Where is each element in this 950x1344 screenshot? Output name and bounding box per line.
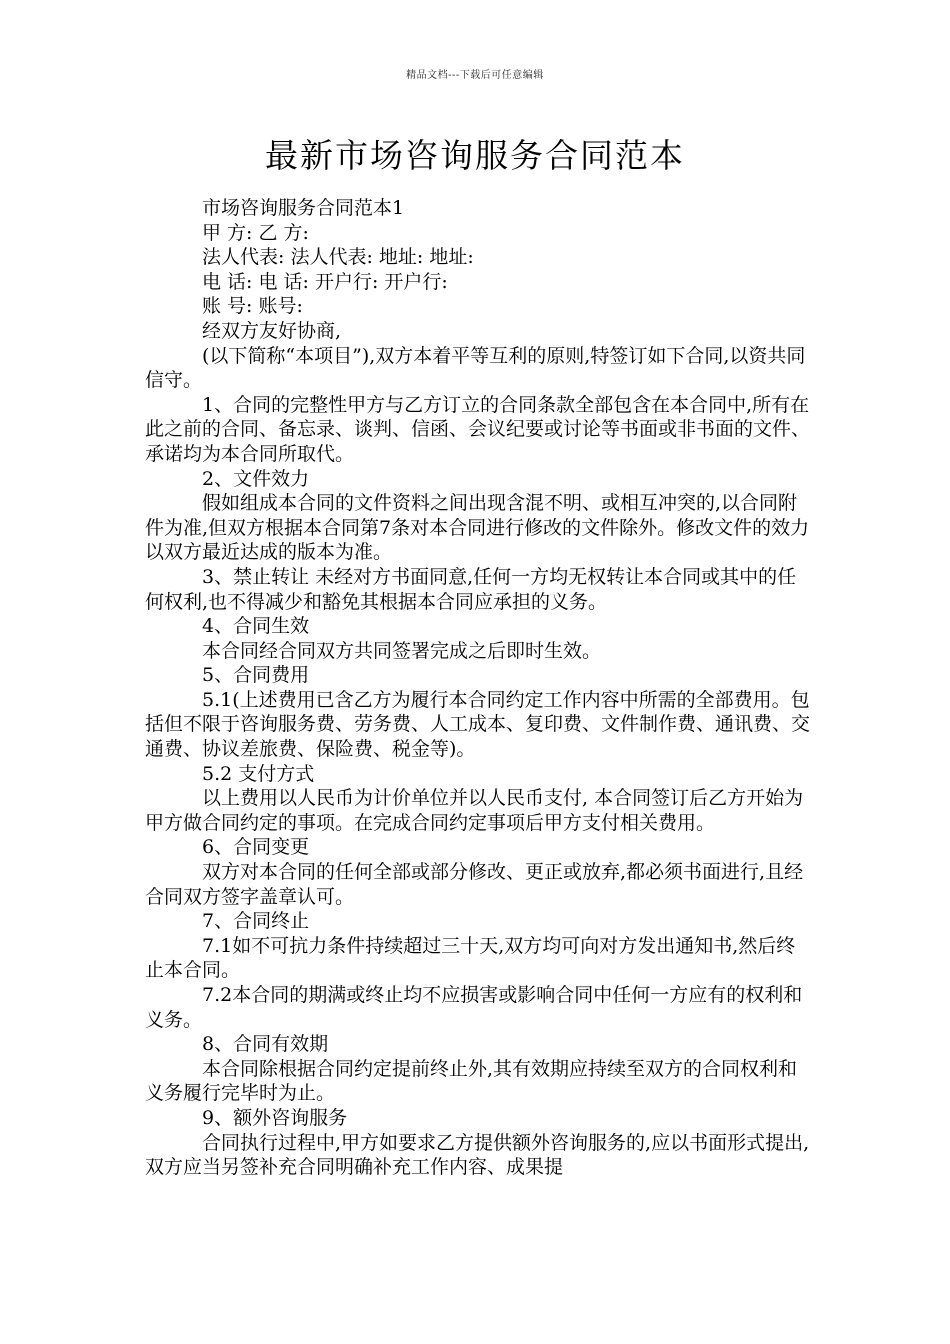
page-header-note: 精品文档---下载后可任意编辑 bbox=[406, 70, 544, 81]
paragraph: 合同执行过程中,甲方如要求乙方提供额外咨询服务的,应以书面形式提出,双方应当另签补充合同明确补充工作内容、成果提 bbox=[145, 1131, 810, 1179]
paragraph: 7.2本合同的期满或终止均不应损害或影响合同中任何一方应有的权利和义务。 bbox=[145, 984, 803, 1031]
paragraph: 以上费用以人民币为计价单位并以人民币支付, 本合同签订后乙方开始为甲方做合同约定的事项。在完成合同约定事项后甲方支付相关费用。 bbox=[145, 787, 804, 834]
paragraph: 电 话: 电 话: 开户行: 开户行: bbox=[202, 270, 448, 293]
paragraph: 双方对本合同的任何全部或部分修改、更正或放弃,都必须书面进行,且经合同双方签字盖章认可。 bbox=[145, 861, 804, 908]
section-heading: 5.2 支付方式 bbox=[202, 762, 315, 785]
document-body bbox=[145, 196, 810, 1180]
paragraph: 账 号: 账号: bbox=[202, 295, 303, 318]
section-heading: 7、合同终止 bbox=[202, 910, 310, 933]
paragraph: 7.1如不可抗力条件持续超过三十天,双方均可向对方发出通知书,然后终止本合同。 bbox=[145, 934, 796, 982]
section-heading: 2、文件效力 bbox=[202, 467, 310, 490]
section-heading: 8、合同有效期 bbox=[202, 1033, 329, 1056]
section-heading: 4、合同生效 bbox=[202, 615, 310, 638]
section-heading: 9、额外咨询服务 bbox=[202, 1106, 348, 1129]
section-heading: 6、合同变更 bbox=[202, 836, 310, 859]
paragraph: 本合同经合同双方共同签署完成之后即时生效。 bbox=[202, 639, 602, 662]
paragraph: 1、合同的完整性甲方与乙方订立的合同条款全部包含在本合同中,所有在此之前的合同、备忘录、谈判、信函、会议纪要或讨论等书面或非书面的文件、承诺均为本合同所取代。 bbox=[145, 393, 811, 465]
section-heading: 5、合同费用 bbox=[202, 664, 310, 687]
paragraph: 5.1(上述费用已含乙方为履行本合同约定工作内容中所需的全部费用。包括但不限于咨询服务费、劳务费、人工成本、复印费、文件制作费、通讯费、交通费、协议差旅费、保险费、税金等)。 bbox=[145, 688, 811, 761]
paragraph: 假如组成本合同的文件资料之间出现含混不明、或相互冲突的,以合同附件为准,但双方根据本合同第7条对本合同进行修改的文件除外。修改文件的效力以双方最近达成的版本为准。 bbox=[145, 492, 810, 564]
paragraph: 甲 方: 乙 方: bbox=[202, 221, 309, 244]
paragraph: (以下简称“本项目”),双方本着平等互利的原则,特签订如下合同,以资共同信守。 bbox=[145, 344, 806, 392]
paragraph: 经双方友好协商, bbox=[202, 319, 342, 342]
paragraph: 本合同除根据合同约定提前终止外,其有效期应持续至双方的合同权利和义务履行完毕时为止。 bbox=[145, 1057, 798, 1105]
paragraph: 3、禁止转让 未经对方书面同意,任何一方均无权转让本合同或其中的任何权利,也不得减少和豁免其根据本合同应承担的义务。 bbox=[145, 565, 797, 613]
document-title: 最新市场咨询服务合同范本 bbox=[265, 136, 685, 175]
paragraph: 法人代表: 法人代表: 地址: 地址: bbox=[202, 246, 474, 269]
paragraph: 市场咨询服务合同范本1 bbox=[202, 197, 405, 219]
